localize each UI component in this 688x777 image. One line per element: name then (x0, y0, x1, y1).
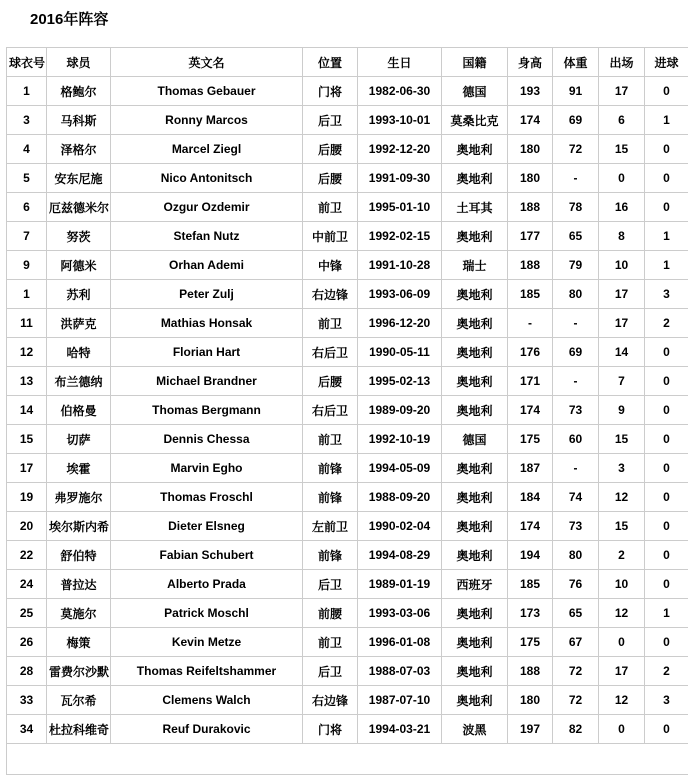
table-cell: 11 (7, 309, 47, 338)
table-cell: 苏利 (47, 280, 111, 309)
table-cell: 梅策 (47, 628, 111, 657)
table-row (7, 309, 688, 338)
table-row (7, 686, 688, 715)
table-cell: 17 (599, 657, 645, 686)
table-cell: 72 (553, 135, 599, 164)
table-cell: - (508, 309, 553, 338)
table-cell: 34 (7, 715, 47, 744)
table-cell: Thomas Reifeltshammer (111, 657, 303, 686)
table-cell: Ozgur Ozdemir (111, 193, 303, 222)
table-cell: 0 (645, 425, 688, 454)
table-cell: 阿德米 (47, 251, 111, 280)
table-row (7, 570, 688, 599)
table-cell: 伯格曼 (47, 396, 111, 425)
table-cell: 奥地利 (442, 686, 508, 715)
table-cell: 奥地利 (442, 541, 508, 570)
table-cell: Marvin Egho (111, 454, 303, 483)
table-cell: 187 (508, 454, 553, 483)
table-cell: 马科斯 (47, 106, 111, 135)
table-cell: Stefan Nutz (111, 222, 303, 251)
table-cell: 0 (645, 164, 688, 193)
table-cell: 171 (508, 367, 553, 396)
table-cell: 1992-10-19 (358, 425, 442, 454)
table-cell: 15 (599, 425, 645, 454)
table-cell: 173 (508, 599, 553, 628)
table-cell: 175 (508, 425, 553, 454)
table-cell: 72 (553, 657, 599, 686)
table-row (7, 193, 688, 222)
table-cell: 28 (7, 657, 47, 686)
table-cell: 后卫 (303, 570, 358, 599)
table-cell: 前卫 (303, 425, 358, 454)
table-cell: 2 (599, 541, 645, 570)
table-row (7, 512, 688, 541)
table-cell: 1993-10-01 (358, 106, 442, 135)
table-cell: 3 (645, 280, 688, 309)
table-cell: 瓦尔希 (47, 686, 111, 715)
table-body (7, 77, 688, 744)
table-cell: 前卫 (303, 309, 358, 338)
table-cell: Clemens Walch (111, 686, 303, 715)
table-cell: 前锋 (303, 483, 358, 512)
table-cell: 80 (553, 541, 599, 570)
table-cell: 1 (645, 222, 688, 251)
table-cell: 76 (553, 570, 599, 599)
table-cell: 1991-09-30 (358, 164, 442, 193)
table-cell: 7 (599, 367, 645, 396)
table-cell: 1990-05-11 (358, 338, 442, 367)
table-cell: 1988-09-20 (358, 483, 442, 512)
table-cell: Mathias Honsak (111, 309, 303, 338)
table-cell: 奥地利 (442, 135, 508, 164)
table-cell: 185 (508, 280, 553, 309)
roster-table (6, 47, 688, 775)
table-cell: - (553, 164, 599, 193)
table-row (7, 251, 688, 280)
table-cell: Thomas Froschl (111, 483, 303, 512)
table-cell: 9 (7, 251, 47, 280)
table-cell: 65 (553, 222, 599, 251)
table-row (7, 657, 688, 686)
table-cell: Peter Zulj (111, 280, 303, 309)
table-cell: 79 (553, 251, 599, 280)
table-cell: 15 (7, 425, 47, 454)
table-cell: 69 (553, 338, 599, 367)
table-cell: 布兰德纳 (47, 367, 111, 396)
table-cell: 0 (599, 164, 645, 193)
table-cell: 前卫 (303, 628, 358, 657)
table-cell: 188 (508, 193, 553, 222)
table-cell: 91 (553, 77, 599, 106)
table-cell: 1994-03-21 (358, 715, 442, 744)
table-cell: 188 (508, 251, 553, 280)
table-cell: 莫桑比克 (442, 106, 508, 135)
table-cell: 0 (645, 512, 688, 541)
table-cell: 17 (599, 309, 645, 338)
table-cell: 奥地利 (442, 454, 508, 483)
table-cell: 184 (508, 483, 553, 512)
table-cell: 10 (599, 251, 645, 280)
table-cell: Thomas Gebauer (111, 77, 303, 106)
table-row (7, 425, 688, 454)
table-cell: 1990-02-04 (358, 512, 442, 541)
table-cell: 17 (599, 77, 645, 106)
table-cell: 舒伯特 (47, 541, 111, 570)
table-cell: 德国 (442, 425, 508, 454)
table-cell: 奥地利 (442, 280, 508, 309)
table-cell: 前腰 (303, 599, 358, 628)
table-cell: 0 (645, 541, 688, 570)
table-row (7, 222, 688, 251)
table-cell: Dieter Elsneg (111, 512, 303, 541)
table-cell: 0 (645, 715, 688, 744)
table-cell: 0 (645, 193, 688, 222)
table-cell: 33 (7, 686, 47, 715)
table-cell: Reuf Durakovic (111, 715, 303, 744)
table-cell: 2 (645, 657, 688, 686)
table-cell: 174 (508, 396, 553, 425)
table-cell: 奥地利 (442, 309, 508, 338)
table-cell: 1989-09-20 (358, 396, 442, 425)
table-cell: 瑞士 (442, 251, 508, 280)
table-cell: 切萨 (47, 425, 111, 454)
table-row (7, 483, 688, 512)
table-cell: 1992-02-15 (358, 222, 442, 251)
table-cell: 后腰 (303, 367, 358, 396)
table-cell: 80 (553, 280, 599, 309)
table-cell: - (553, 367, 599, 396)
table-cell: 78 (553, 193, 599, 222)
table-cell: 4 (7, 135, 47, 164)
table-cell: 12 (599, 599, 645, 628)
table-cell: 后腰 (303, 135, 358, 164)
table-cell: 22 (7, 541, 47, 570)
table-cell: 193 (508, 77, 553, 106)
footer-empty-row (7, 744, 688, 775)
table-cell: 波黑 (442, 715, 508, 744)
table-cell: 右边锋 (303, 280, 358, 309)
table-row (7, 77, 688, 106)
table-cell: 26 (7, 628, 47, 657)
column-header-1: 球衣号 (7, 48, 47, 77)
table-cell: - (553, 454, 599, 483)
table-cell: 3 (7, 106, 47, 135)
table-cell: 右后卫 (303, 396, 358, 425)
column-header-4: 位置 (303, 48, 358, 77)
table-cell: 20 (7, 512, 47, 541)
table-row (7, 715, 688, 744)
table-cell: 哈特 (47, 338, 111, 367)
table-cell: 7 (7, 222, 47, 251)
table-cell: 14 (599, 338, 645, 367)
table-cell: 奥地利 (442, 657, 508, 686)
table-cell: 右边锋 (303, 686, 358, 715)
table-cell: 后卫 (303, 657, 358, 686)
column-header-10: 进球 (645, 48, 688, 77)
table-row (7, 280, 688, 309)
table-cell: Orhan Ademi (111, 251, 303, 280)
table-cell: Nico Antonitsch (111, 164, 303, 193)
table-cell: 0 (645, 483, 688, 512)
table-cell: Michael Brandner (111, 367, 303, 396)
table-cell: 埃霍 (47, 454, 111, 483)
table-cell: 24 (7, 570, 47, 599)
table-cell: 2 (645, 309, 688, 338)
table-cell: Florian Hart (111, 338, 303, 367)
table-cell: 176 (508, 338, 553, 367)
table-cell: 1994-05-09 (358, 454, 442, 483)
table-cell: 73 (553, 396, 599, 425)
table-cell: 奥地利 (442, 599, 508, 628)
table-cell: 175 (508, 628, 553, 657)
table-cell: 后卫 (303, 106, 358, 135)
table-row (7, 628, 688, 657)
table-cell: 0 (645, 396, 688, 425)
table-cell: 67 (553, 628, 599, 657)
table-cell: 15 (599, 512, 645, 541)
table-cell: 1 (645, 106, 688, 135)
header-row (7, 48, 688, 77)
page-title: 2016年阵容 (30, 11, 109, 28)
table-cell: 73 (553, 512, 599, 541)
table-cell: 前锋 (303, 541, 358, 570)
column-header-6: 国籍 (442, 48, 508, 77)
table-cell: 0 (645, 367, 688, 396)
table-cell: 13 (7, 367, 47, 396)
table-cell: 194 (508, 541, 553, 570)
table-cell: 洪萨克 (47, 309, 111, 338)
table-cell: 0 (645, 454, 688, 483)
table-cell: 180 (508, 135, 553, 164)
table-cell: 180 (508, 686, 553, 715)
table-cell: 土耳其 (442, 193, 508, 222)
table-row (7, 135, 688, 164)
table-cell: 60 (553, 425, 599, 454)
table-cell: 1 (7, 77, 47, 106)
table-cell: 188 (508, 657, 553, 686)
table-cell: 6 (7, 193, 47, 222)
table-cell: 17 (599, 280, 645, 309)
table-cell: 5 (7, 164, 47, 193)
table-cell: 中前卫 (303, 222, 358, 251)
table-cell: 185 (508, 570, 553, 599)
footer-empty-cell (7, 744, 688, 775)
table-cell: 3 (645, 686, 688, 715)
table-cell: 1 (7, 280, 47, 309)
table-cell: 门将 (303, 715, 358, 744)
table-cell: 门将 (303, 77, 358, 106)
table-cell: 1988-07-03 (358, 657, 442, 686)
table-cell: Patrick Moschl (111, 599, 303, 628)
table-cell: 前卫 (303, 193, 358, 222)
table-cell: 奥地利 (442, 222, 508, 251)
table-cell: 65 (553, 599, 599, 628)
table-cell: 1996-12-20 (358, 309, 442, 338)
table-cell: Dennis Chessa (111, 425, 303, 454)
table-cell: 12 (7, 338, 47, 367)
table-cell: 奥地利 (442, 367, 508, 396)
table-cell: 右后卫 (303, 338, 358, 367)
table-cell: 普拉达 (47, 570, 111, 599)
table-cell: 3 (599, 454, 645, 483)
table-cell: 埃尔斯内希 (47, 512, 111, 541)
table-cell: 0 (645, 77, 688, 106)
table-cell: 0 (599, 715, 645, 744)
table-row (7, 106, 688, 135)
table-cell: 72 (553, 686, 599, 715)
table-row (7, 454, 688, 483)
table-cell: 莫施尔 (47, 599, 111, 628)
table-row (7, 396, 688, 425)
table-cell: 格鲍尔 (47, 77, 111, 106)
table-row (7, 541, 688, 570)
table-cell: Fabian Schubert (111, 541, 303, 570)
table-cell: 12 (599, 686, 645, 715)
table-cell: 奥地利 (442, 483, 508, 512)
table-cell: 12 (599, 483, 645, 512)
table-cell: 25 (7, 599, 47, 628)
table-cell: 奥地利 (442, 164, 508, 193)
table-cell: 1 (645, 251, 688, 280)
table-cell: Ronny Marcos (111, 106, 303, 135)
table-cell: 16 (599, 193, 645, 222)
table-cell: 10 (599, 570, 645, 599)
table-cell: 前锋 (303, 454, 358, 483)
table-cell: 1993-03-06 (358, 599, 442, 628)
table-cell: 6 (599, 106, 645, 135)
column-header-9: 出场 (599, 48, 645, 77)
table-cell: 奥地利 (442, 512, 508, 541)
table-row (7, 367, 688, 396)
table-cell: 1 (645, 599, 688, 628)
table-cell: 雷费尔沙默 (47, 657, 111, 686)
table-cell: 奥地利 (442, 338, 508, 367)
table-cell: 1982-06-30 (358, 77, 442, 106)
table-cell: 1996-01-08 (358, 628, 442, 657)
table-cell: 17 (7, 454, 47, 483)
table-cell: 努茨 (47, 222, 111, 251)
table-cell: Marcel Ziegl (111, 135, 303, 164)
table-cell: 82 (553, 715, 599, 744)
table-row (7, 338, 688, 367)
table-cell: Kevin Metze (111, 628, 303, 657)
table-cell: 174 (508, 106, 553, 135)
table-cell: Alberto Prada (111, 570, 303, 599)
column-header-2: 球员 (47, 48, 111, 77)
table-cell: 15 (599, 135, 645, 164)
table-cell: 后腰 (303, 164, 358, 193)
table-cell: 1993-06-09 (358, 280, 442, 309)
table-cell: 177 (508, 222, 553, 251)
table-cell: 1989-01-19 (358, 570, 442, 599)
column-header-3: 英文名 (111, 48, 303, 77)
table-cell: 杜拉科维奇 (47, 715, 111, 744)
table-cell: 8 (599, 222, 645, 251)
table-cell: 德国 (442, 77, 508, 106)
column-header-7: 身高 (508, 48, 553, 77)
table-row (7, 164, 688, 193)
table-cell: - (553, 309, 599, 338)
table-cell: 69 (553, 106, 599, 135)
table-cell: 197 (508, 715, 553, 744)
table-cell: 174 (508, 512, 553, 541)
table-cell: 中锋 (303, 251, 358, 280)
column-header-5: 生日 (358, 48, 442, 77)
table-cell: 74 (553, 483, 599, 512)
table-cell: 泽格尔 (47, 135, 111, 164)
table-cell: 左前卫 (303, 512, 358, 541)
table-cell: 奥地利 (442, 628, 508, 657)
table-cell: 0 (599, 628, 645, 657)
table-cell: 19 (7, 483, 47, 512)
table-row (7, 599, 688, 628)
table-cell: 1995-01-10 (358, 193, 442, 222)
table-cell: 14 (7, 396, 47, 425)
table-cell: 奥地利 (442, 396, 508, 425)
table-cell: 安东尼施 (47, 164, 111, 193)
table-cell: 西班牙 (442, 570, 508, 599)
table-cell: 厄兹德米尔 (47, 193, 111, 222)
table-cell: 1992-12-20 (358, 135, 442, 164)
table-cell: 1995-02-13 (358, 367, 442, 396)
table-cell: 0 (645, 338, 688, 367)
table-cell: 1994-08-29 (358, 541, 442, 570)
table-cell: 0 (645, 570, 688, 599)
table-cell: Thomas Bergmann (111, 396, 303, 425)
table-cell: 180 (508, 164, 553, 193)
table-cell: 弗罗施尔 (47, 483, 111, 512)
table-cell: 0 (645, 135, 688, 164)
table-cell: 9 (599, 396, 645, 425)
column-header-8: 体重 (553, 48, 599, 77)
table-cell: 0 (645, 628, 688, 657)
table-cell: 1991-10-28 (358, 251, 442, 280)
table-cell: 1987-07-10 (358, 686, 442, 715)
